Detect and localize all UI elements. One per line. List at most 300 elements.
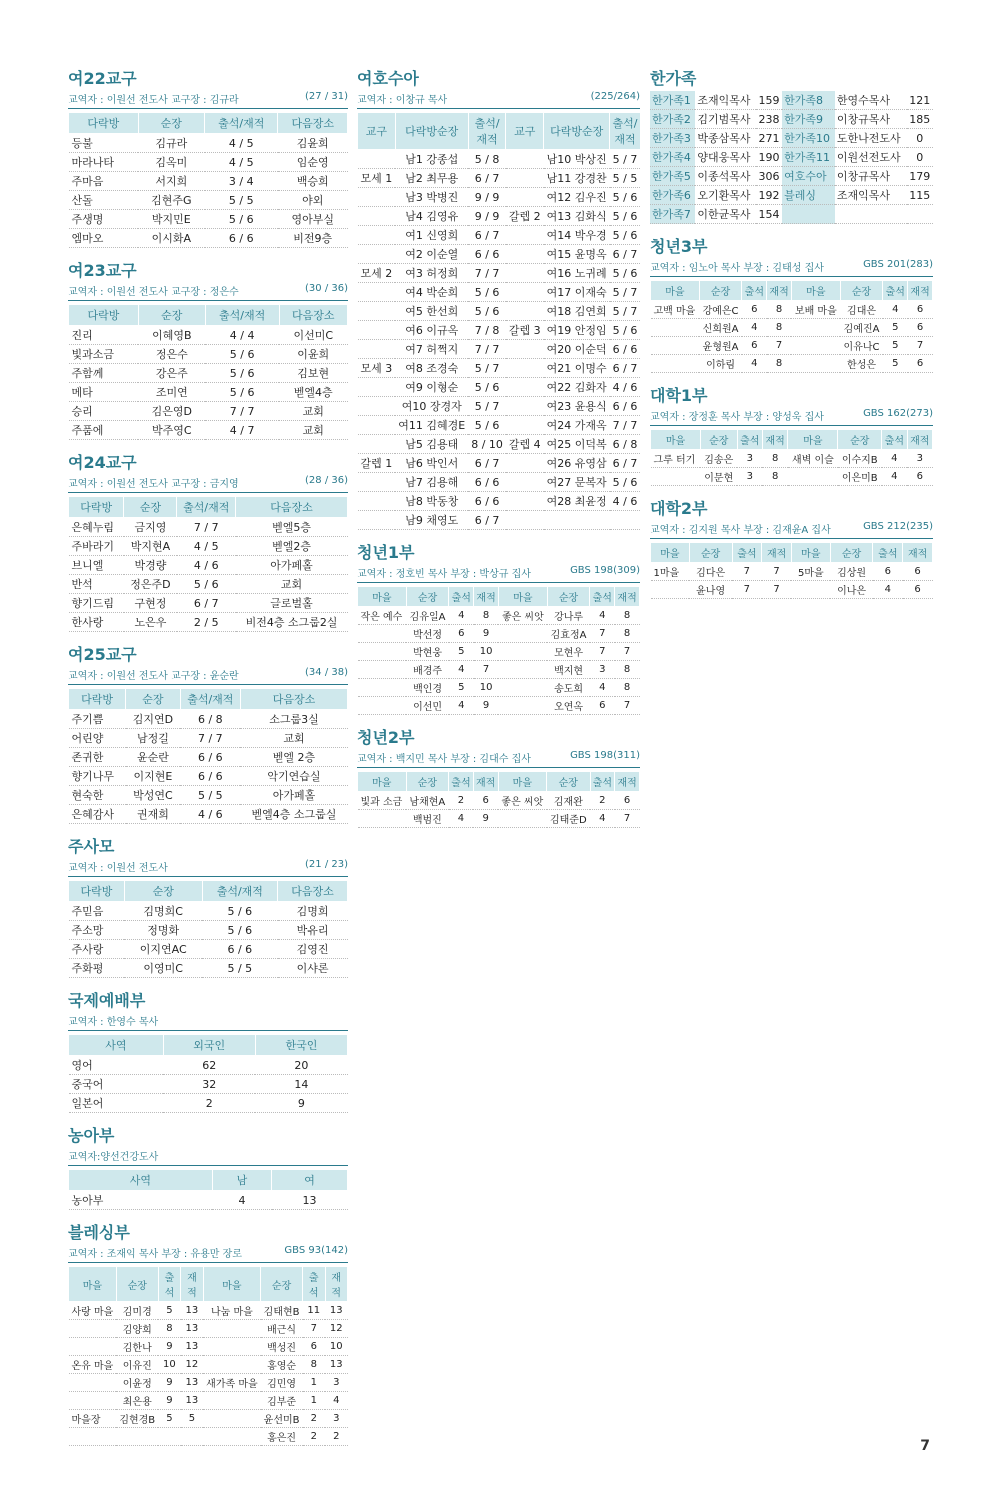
section-table (68, 112, 348, 248)
table-cell: 7 (590, 625, 615, 643)
table-row (69, 940, 348, 959)
table-cell (506, 226, 544, 245)
table-row (358, 264, 641, 283)
table-cell: 3 / 4 (205, 172, 278, 191)
family-row (650, 129, 933, 148)
table-cell: 소그룹3실 (240, 710, 347, 729)
table-cell: 32 (163, 1075, 255, 1094)
table-cell: 김명희 (278, 902, 348, 921)
table-cell: 2 / 5 (177, 613, 236, 632)
section-staff: 교역자 : 이원선 전도사 교구장 : 윤순란 (68, 671, 239, 682)
table-row (69, 1094, 348, 1113)
table-cell: 아가페홀 (240, 786, 347, 805)
table-cell: 12 (181, 1356, 204, 1374)
table-cell: 여6 이규옥 (395, 321, 468, 340)
family-cell: 한가족4 (650, 148, 695, 167)
family-cell: 이한균목사 (695, 205, 755, 224)
table-cell: 3 (325, 1410, 348, 1428)
table-cell: 7 (732, 563, 762, 581)
section-table (68, 1169, 348, 1210)
column-header: 출석/재적 (468, 113, 506, 150)
section-count: (225/264) (590, 91, 640, 102)
table-cell: 여14 박우경 (544, 226, 610, 245)
family-cell: 159 (756, 91, 782, 110)
family-cell: 한가족1 (650, 91, 695, 110)
family-cell: 조재익목사 (835, 186, 907, 205)
table-cell: 남10 박상진 (544, 150, 610, 169)
family-row (650, 186, 933, 205)
section-count: GBS 201(283) (863, 259, 933, 270)
family-cell: 한가족7 (650, 205, 695, 224)
table-cell (203, 1338, 260, 1356)
table-cell: 마을장 (69, 1410, 117, 1428)
column-header: 순장 (547, 587, 590, 607)
column-header: 다락방 (69, 113, 139, 134)
section-staff: 교역자 : 이원선 전도사 교구장 : 정은수 (68, 287, 239, 298)
column-header: 순장 (126, 689, 181, 710)
table-cell: 7 (615, 697, 640, 715)
table-row (69, 1056, 348, 1075)
table-cell: 메타 (69, 383, 139, 402)
table-cell: 4 (212, 1191, 271, 1210)
section-meta (68, 1013, 348, 1031)
table-row (69, 805, 348, 824)
table-cell: 5 / 5 (205, 191, 278, 210)
table-cell: 강은주 (138, 364, 205, 383)
table-cell: 김한나 (116, 1338, 158, 1356)
table-cell: 벧엘4층 소그룹실 (240, 805, 347, 824)
table-cell: 4 (883, 301, 908, 319)
table-cell: 4 (449, 697, 474, 715)
table-cell (498, 810, 547, 828)
table-row (69, 575, 348, 594)
table-cell (358, 340, 396, 359)
table-row (69, 748, 348, 767)
column-header: 순장 (138, 113, 205, 134)
table-cell: 5 / 6 (205, 364, 279, 383)
table-cell: 백승희 (278, 172, 348, 191)
column-header: 다락방순장 (544, 113, 610, 150)
column-header: 출석/재적 (205, 113, 278, 134)
section-count: GBS 212(235) (863, 521, 933, 532)
table-cell: 4 / 5 (205, 134, 278, 153)
table-cell: 남1 강종섭 (395, 150, 468, 169)
section-yeo23 (68, 258, 348, 440)
table-cell (358, 188, 396, 207)
section-count: GBS 162(273) (863, 408, 933, 419)
table-cell: 온유 마을 (69, 1356, 117, 1374)
family-cell: 306 (756, 167, 782, 186)
table-cell: 이영미C (124, 959, 202, 978)
table-cell (358, 492, 396, 511)
table-cell: 여1 신영희 (395, 226, 468, 245)
table-cell: 남8 박동창 (395, 492, 468, 511)
middle-column (357, 60, 640, 838)
column-header: 순장 (406, 772, 449, 792)
column-header: 사역 (69, 1035, 164, 1056)
section-staff: 교역자 : 이원선 전도사 교구장 : 김규라 (68, 95, 239, 106)
family-cell: 한가족10 (782, 129, 835, 148)
table-cell: 진리 (69, 326, 139, 345)
section-table (68, 688, 348, 824)
section-title: 농아부 (68, 1126, 115, 1145)
table-row (358, 378, 641, 397)
table-cell: 12 (325, 1320, 348, 1338)
table-cell: 작은 예수 (358, 607, 407, 625)
section-count: (34 / 38) (305, 667, 348, 678)
table-cell: 4 / 7 (205, 421, 279, 440)
table-cell: 새가족 마을 (203, 1374, 260, 1392)
column-header: 순장 (124, 881, 202, 902)
section-table (357, 112, 641, 530)
table-row (69, 134, 348, 153)
section-joshua (357, 66, 640, 530)
table-cell: 남11 강경찬 (544, 169, 610, 188)
table-cell: 5 / 8 (468, 150, 506, 169)
family-cell: 190 (756, 148, 782, 167)
table-cell: 은혜감사 (69, 805, 126, 824)
table-cell: 8 (303, 1356, 326, 1374)
table-cell: 김민영 (261, 1374, 303, 1392)
table-cell: 여22 김화자 (544, 378, 610, 397)
column-header: 마을 (358, 587, 407, 607)
table-cell: 그루 터기 (651, 450, 701, 468)
table-cell: 백성진 (261, 1338, 303, 1356)
table-cell: 김태준D (547, 810, 590, 828)
table-cell: 7 (732, 581, 762, 599)
table-cell (358, 679, 407, 697)
table-cell: 4 / 6 (180, 805, 240, 824)
column-header: 다음장소 (279, 305, 348, 326)
table-cell: 6 (907, 468, 932, 486)
section-title: 여호수아 (357, 69, 419, 88)
table-cell (203, 1320, 260, 1338)
table-cell: 5 / 6 (202, 921, 277, 940)
family-cell: 154 (756, 205, 782, 224)
table-cell: 5 / 6 (610, 188, 641, 207)
table-cell: 남6 박인서 (395, 454, 468, 473)
table-cell: 여12 김우진 (544, 188, 610, 207)
family-cell: 271 (756, 129, 782, 148)
column-header: 다음장소 (240, 689, 347, 710)
table-cell: 교회 (279, 402, 348, 421)
table-cell: 주소망 (69, 921, 125, 940)
table-cell: 10 (474, 643, 499, 661)
column-header: 순장 (124, 497, 177, 518)
column-header: 다음장소 (278, 881, 348, 902)
table-cell: 홍은진 (261, 1428, 303, 1446)
table-row (69, 172, 348, 191)
table-row (69, 594, 348, 613)
section-meta (650, 259, 933, 277)
table-row (69, 345, 348, 364)
table-cell (506, 359, 544, 378)
family-cell: 0 (907, 148, 933, 167)
table-cell: 10 (158, 1356, 181, 1374)
column-header: 순장 (840, 281, 883, 301)
table-cell: 7 / 7 (205, 402, 279, 421)
table-cell: 6 (903, 581, 933, 599)
table-cell: 5 (449, 643, 474, 661)
table-cell: 갈렙 1 (358, 454, 396, 473)
section-staff: 교역자 : 백지민 목사 부장 : 김대수 집사 (357, 754, 531, 765)
column-header: 순장 (699, 281, 742, 301)
table-row (69, 383, 348, 402)
table-cell: 노은우 (124, 613, 177, 632)
table-cell: 이지현E (126, 767, 181, 786)
section-title: 청년3부 (650, 237, 708, 256)
family-cell (907, 205, 933, 224)
table-cell: 여2 이순열 (395, 245, 468, 264)
table-cell: 8 (615, 625, 640, 643)
table-cell (506, 416, 544, 435)
family-table (650, 91, 933, 224)
table-cell: 백지현 (547, 661, 590, 679)
table-cell: 벧엘 2층 (240, 748, 347, 767)
table-cell: 주사랑 (69, 940, 125, 959)
table-cell: 13 (181, 1374, 204, 1392)
table-cell: 10 (474, 679, 499, 697)
table-cell: 비전9층 (278, 229, 348, 248)
table-cell: 14 (255, 1075, 347, 1094)
table-cell (506, 245, 544, 264)
table-cell: 교회 (236, 575, 348, 594)
table-cell (181, 1428, 204, 1446)
table-cell: 4 (590, 679, 615, 697)
table-cell: 주생명 (69, 210, 139, 229)
family-cell: 이원선전도사 (835, 148, 907, 167)
table-cell: 여26 유영삼 (544, 454, 610, 473)
family-cell: 조재익목사 (695, 91, 755, 110)
table-cell: 남5 김용태 (395, 435, 468, 454)
table-cell: 1 (303, 1392, 326, 1410)
table-cell: 7 (762, 563, 792, 581)
table-cell (116, 1428, 158, 1446)
table-cell: 박경량 (124, 556, 177, 575)
column-header: 마을 (203, 1267, 260, 1302)
table-cell (498, 643, 547, 661)
table-row (358, 245, 641, 264)
table-cell (358, 397, 396, 416)
table-cell: 6 / 8 (610, 435, 641, 454)
column-header: 출석 (590, 772, 615, 792)
table-cell: 4 / 4 (205, 326, 279, 345)
table-cell: 주바라기 (69, 537, 124, 556)
family-cell (835, 205, 907, 224)
table-cell: 여15 윤명옥 (544, 245, 610, 264)
table-cell: 남4 김영유 (395, 207, 468, 226)
table-cell: 신희원A (699, 319, 742, 337)
table-cell: 금지영 (124, 518, 177, 537)
column-header: 출석/재적 (177, 497, 236, 518)
table-cell: 7 (908, 337, 933, 355)
table-cell: 여7 허쩍지 (395, 340, 468, 359)
table-cell (358, 697, 407, 715)
table-cell (203, 1356, 260, 1374)
table-cell: 여24 가재옥 (544, 416, 610, 435)
column-header: 마을 (358, 772, 407, 792)
table-cell: 9 (158, 1374, 181, 1392)
family-cell: 블레싱 (782, 186, 835, 205)
table-cell: 6 / 7 (468, 454, 506, 473)
table-cell: 박성연C (126, 786, 181, 805)
table-cell (358, 511, 396, 530)
section-table (357, 771, 640, 828)
section-youth1 (357, 540, 640, 715)
table-cell: 9 (158, 1392, 181, 1410)
section-table (68, 1034, 348, 1113)
table-row (69, 902, 348, 921)
family-cell: 김기범목사 (695, 110, 755, 129)
table-cell: 등불 (69, 134, 139, 153)
column-header: 마을 (791, 281, 840, 301)
table-cell: 6 / 7 (610, 454, 641, 473)
table-row (69, 1191, 348, 1210)
table-cell (69, 1320, 117, 1338)
section-staff: 교역자 : 이원선 전도사 (68, 863, 168, 874)
table-cell: 백인경 (406, 679, 449, 697)
section-meta (650, 521, 933, 539)
section-table (68, 880, 348, 978)
table-cell: 윤선미B (261, 1410, 303, 1428)
table-row (69, 710, 348, 729)
column-header: 출석 (737, 430, 762, 450)
column-header: 순장 (261, 1267, 303, 1302)
table-cell: 5 / 7 (468, 397, 506, 416)
table-cell: 나눔 마을 (203, 1302, 260, 1320)
table-cell: 송도희 (547, 679, 590, 697)
table-row (69, 326, 348, 345)
table-cell: 권재희 (126, 805, 181, 824)
table-cell: 7 (615, 810, 640, 828)
table-row (358, 397, 641, 416)
column-header: 다락방순장 (395, 113, 468, 150)
table-cell: 좋은 씨앗 (498, 607, 547, 625)
table-cell: 13 (181, 1392, 204, 1410)
table-cell (358, 435, 396, 454)
family-cell: 한영수목사 (835, 91, 907, 110)
table-row (358, 169, 641, 188)
table-cell: 글로벌홀 (236, 594, 348, 613)
column-header: 출석 (158, 1267, 181, 1302)
table-cell: 4 / 6 (177, 556, 236, 575)
table-cell: 강예은C (699, 301, 742, 319)
table-cell: 7 (590, 643, 615, 661)
table-cell: 김양희 (116, 1320, 158, 1338)
table-row (651, 581, 933, 599)
table-cell: 6 / 6 (180, 748, 240, 767)
table-cell (498, 625, 547, 643)
table-cell (506, 150, 544, 169)
table-cell: 여21 이명수 (544, 359, 610, 378)
table-cell: 은혜누림 (69, 518, 124, 537)
table-cell: 김옥미 (138, 153, 205, 172)
table-row (651, 355, 933, 373)
table-row (651, 450, 933, 468)
table-cell: 11 (303, 1302, 326, 1320)
table-cell: 6 / 7 (177, 594, 236, 613)
column-header: 출석/재적 (202, 881, 277, 902)
family-cell: 도한나전도사 (835, 129, 907, 148)
table-cell: 남9 채영도 (395, 511, 468, 530)
family-row (650, 167, 933, 186)
table-cell: 최은용 (116, 1392, 158, 1410)
table-cell: 교회 (279, 421, 348, 440)
table-cell: 6 (908, 319, 933, 337)
table-row (69, 537, 348, 556)
section-title: 블레싱부 (68, 1223, 130, 1242)
column-header: 순장 (116, 1267, 158, 1302)
table-cell: 박지민E (138, 210, 205, 229)
column-header: 다락방 (69, 881, 125, 902)
column-header: 출석 (449, 772, 474, 792)
column-header: 순장 (138, 305, 205, 326)
table-cell: 5 / 6 (610, 264, 641, 283)
table-cell: 서지희 (138, 172, 205, 191)
table-cell: 2 (303, 1410, 326, 1428)
table-cell: 승리 (69, 402, 139, 421)
family-row (650, 110, 933, 129)
table-cell: 7 / 7 (610, 416, 641, 435)
table-cell: 현숙한 (69, 786, 126, 805)
table-row (69, 921, 348, 940)
table-cell: 6 / 6 (205, 229, 278, 248)
table-cell: 7 / 7 (177, 518, 236, 537)
table-row (69, 1302, 348, 1320)
table-cell: 6 / 6 (468, 492, 506, 511)
table-cell (69, 1392, 117, 1410)
table-cell (506, 378, 544, 397)
column-header: 다락방 (69, 305, 139, 326)
table-cell: 5 / 5 (202, 959, 277, 978)
column-header: 재적 (762, 430, 787, 450)
table-cell (69, 1374, 117, 1392)
table-cell: 4 / 5 (177, 537, 236, 556)
table-cell: 김예진A (840, 319, 883, 337)
table-cell: 5 / 6 (610, 207, 641, 226)
table-cell: 8 (474, 607, 499, 625)
table-row (358, 792, 640, 810)
table-cell: 6 (742, 301, 767, 319)
table-cell: 13 (325, 1302, 348, 1320)
table-row (358, 321, 641, 340)
table-cell: 9 / 9 (468, 188, 506, 207)
table-cell: 주화평 (69, 959, 125, 978)
family-cell: 이창규목사 (835, 110, 907, 129)
table-cell: 박유리 (278, 921, 348, 940)
table-cell: 6 / 6 (468, 245, 506, 264)
table-cell: 여5 한선희 (395, 302, 468, 321)
table-cell (791, 319, 840, 337)
section-staff: 교역자 : 한영수 목사 (68, 1017, 159, 1028)
section-count: GBS 198(309) (570, 565, 640, 576)
table-row (69, 210, 348, 229)
table-cell: 5 / 5 (180, 786, 240, 805)
table-cell: 4 (882, 450, 907, 468)
table-cell: 9 (474, 697, 499, 715)
table-cell: 5마을 (791, 563, 830, 581)
table-cell: 이지연AC (124, 940, 202, 959)
table-cell: 정명화 (124, 921, 202, 940)
section-meta (68, 1148, 348, 1166)
table-row (651, 563, 933, 581)
table-cell: 4 (590, 607, 615, 625)
family-row (650, 91, 933, 110)
column-header: 한국인 (255, 1035, 347, 1056)
table-cell: 이은미B (838, 468, 882, 486)
column-header: 재적 (325, 1267, 348, 1302)
table-cell: 이윤희 (279, 345, 348, 364)
